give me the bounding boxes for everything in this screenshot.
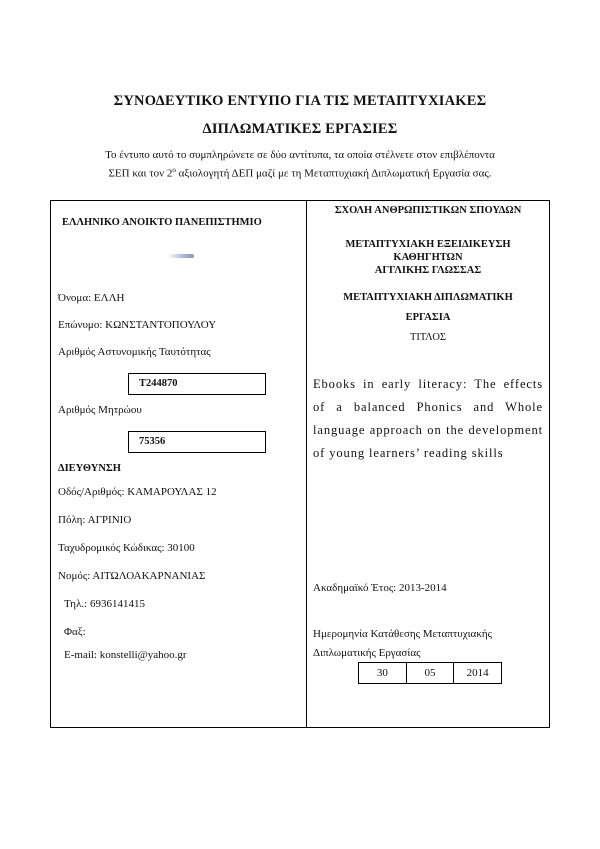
fax-field: Φαξ: (64, 626, 86, 638)
university-name: ΕΛΛΗΝΙΚΟ ΑΝΟΙΚΤΟ ΠΑΝΕΠΙΣΤΗΜΙΟ (62, 217, 262, 228)
address-heading: ΔΙΕΥΘΥΝΣΗ (58, 463, 121, 474)
intro-line2-part1: ΣΕΠ και τον 2 (108, 167, 173, 180)
intro-line2-superscript: ο (172, 166, 176, 174)
school-name: ΣΧΟΛΗ ΑΝΘΡΩΠΙΣΤΙΚΩΝ ΣΠΟΥΔΩΝ (334, 205, 522, 216)
university-logo-mark (168, 254, 194, 258)
email-field: E-mail: konstelli@yahoo.gr (64, 649, 187, 661)
submission-label-line2: Διπλωματικής Εργασίας (313, 647, 421, 659)
last-name-field: Επώνυμο: ΚΩΝΣΤΑΝΤΟΠΟΥΛΟΥ (58, 319, 217, 331)
street-field: Οδός/Αριθμός: ΚΑΜΑΡΟΥΛΑΣ 12 (58, 486, 217, 498)
intro-line1: Το έντυπο αυτό το συμπληρώνετε σε δύο αντίτυπα, τα οποία στέλνετε στον επιβλέποντα (105, 149, 495, 161)
form-title-line2: ΔΙΠΛΩΜΑΤΙΚΕΣ ΕΡΓΑΣΙΕΣ (202, 121, 398, 137)
form-title-line1: ΣΥΝΟΔΕΥΤΙΚΟ ΕΝΤΥΠΟ ΓΙΑ ΤΙΣ ΜΕΤΑΠΤΥΧΙΑΚΕΣ (113, 93, 487, 109)
program-name (310, 238, 546, 277)
registration-number-label: Αριθμός Μητρώου (58, 404, 142, 416)
thesis-heading-line1: ΜΕΤΑΠΤΥΧΙΑΚΗ ΔΙΠΛΩΜΑΤΙΚΗ (343, 292, 513, 303)
first-name-field: Όνομα: ΕΛΛΗ (58, 292, 125, 304)
title-label: ΤΙΤΛΟΣ (409, 332, 447, 343)
date-month: 05 (406, 663, 454, 683)
program-line2: ΚΑΘΗΓΗΤΩΝ (393, 252, 463, 263)
thesis-title: Ebooks in early literacy: The effects of a balanced Phonics and Whole language approach on the development of young learners’ reading skills (313, 377, 543, 460)
submission-date-box (358, 662, 502, 684)
prefecture-field: Νομός: ΑΙΤΩΛΟΑΚΑΡΝΑΝΙΑΣ (58, 570, 206, 582)
submission-date-label (313, 625, 492, 663)
city-field: Πόλη: ΑΓΡΙΝΙΟ (58, 514, 132, 526)
date-day: 30 (376, 667, 388, 679)
date-year: 2014 (453, 663, 501, 683)
intro-line2-part2: αξιολογητή ΔΕΠ μαζί με τη Μεταπτυχιακή Διπλωματική Εργασία σας. (175, 167, 492, 180)
submission-label-line1: Ημερομηνία Κατάθεσης Μεταπτυχιακής (313, 628, 492, 640)
program-line1: ΜΕΤΑΠΤΥΧΙΑΚΗ ΕΞΕΙΔΙΚΕΥΣΗ (345, 239, 511, 250)
phone-field: Τηλ.: 6936141415 (64, 598, 145, 610)
program-line3: ΑΓΓΛΙΚΗΣ ΓΛΩΣΣΑΣ (374, 265, 482, 276)
id-card-label: Αριθμός Αστυνομικής Ταυτότητας (58, 346, 211, 358)
intro-text (60, 148, 540, 182)
postal-code-field: Ταχυδρομικός Κώδικας: 30100 (58, 542, 195, 554)
registration-number-value-box: 75356 (128, 431, 266, 453)
academic-year: Ακαδημαϊκό Έτος: 2013-2014 (313, 582, 447, 594)
id-card-value-box: Τ244870 (128, 373, 266, 395)
column-divider (306, 200, 307, 728)
thesis-heading-line2: ΕΡΓΑΣΙΑ (405, 312, 451, 323)
